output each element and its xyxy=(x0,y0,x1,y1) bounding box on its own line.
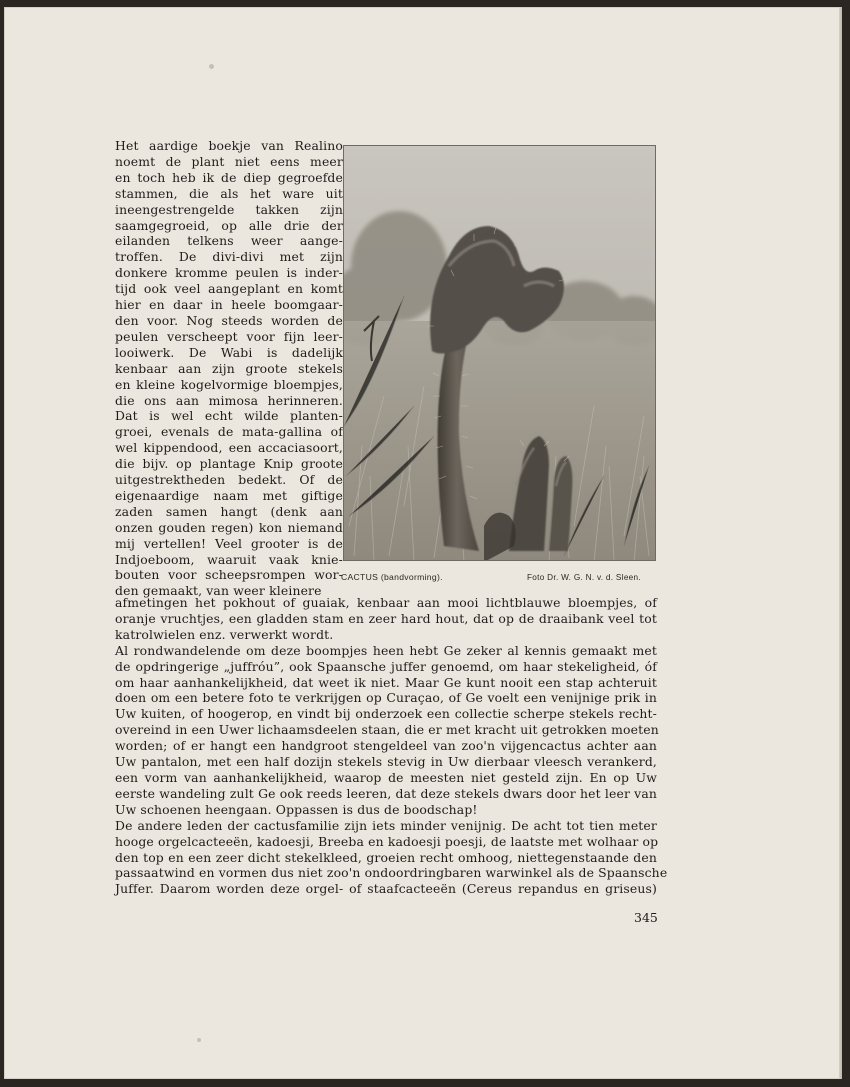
text-line: oranje vruchtjes, een gladden stam en zeer hard hout, dat op de draaibank veel tot xyxy=(115,610,657,626)
text-line: Uw kuiten, of hoogerop, en vindt bij onderzoek een collectie scherpe stekels recht- xyxy=(115,706,657,722)
text-line: kenbaar aan zijn groote stekels xyxy=(115,360,343,376)
page-speck xyxy=(209,64,214,69)
text-line: De andere leden der cactusfamilie zijn iets minder venijnig. De acht tot tien meter xyxy=(115,817,657,833)
cactus-photo xyxy=(343,145,656,561)
text-line: bouten voor scheepsrompen wor- xyxy=(115,567,343,583)
text-line: saamgegroeid, op alle drie der xyxy=(115,217,343,233)
text-line: katrolwielen enz. verwerkt wordt. xyxy=(115,626,334,642)
text-line: Uw schoenen heengaan. Oppassen is dus de boodschap! xyxy=(115,801,478,817)
text-line: wel kippendood, een accaciasoort, xyxy=(115,440,343,456)
text-line: doen om een betere foto te verkrijgen op Curaçao, of Ge voelt een venijnige prik in xyxy=(115,690,657,706)
text-line: ineengestrengelde takken zijn xyxy=(115,201,343,217)
text-line: groei, evenals de mata-gallina of xyxy=(115,424,343,440)
text-line: Indjoeboom, waaruit vaak knie- xyxy=(115,551,343,567)
text-line: den gemaakt, van weer kleinere xyxy=(115,583,322,599)
text-line: om haar aanhankelijkheid, dat weet ik niet. Maar Ge kunt nooit een stap achteruit xyxy=(115,674,657,690)
text-line: donkere kromme peulen is inder- xyxy=(115,265,343,281)
text-line: tijd ook veel aangeplant en komt xyxy=(115,281,343,297)
text-line: worden; of er hangt een handgroot stengeldeel van zoo'n vijgencactus achter aan xyxy=(115,738,657,754)
page-edge xyxy=(839,7,842,1079)
left-column-text xyxy=(115,138,343,599)
text-line: passaatwind en vormen dus niet zoo'n ondoordringbaren warwinkel als de Spaansche xyxy=(115,865,668,881)
photo-caption-left: CACTUS (bandvorming). xyxy=(341,572,443,582)
text-line: hier en daar in heele boomgaar- xyxy=(115,297,343,313)
text-line: stammen, die als het ware uit xyxy=(115,185,343,201)
text-line: afmetingen het pokhout of guaiak, kenbaar aan mooi lichtblauwe bloempjes, of xyxy=(115,595,657,610)
text-line: uitgestrektheden bedekt. Of de xyxy=(115,472,343,488)
text-line: overeind in een Uwer lichaamsdeelen staan, die er met kracht uit getrokken moeten xyxy=(115,722,659,738)
text-line: en kleine kogelvormige bloempjes, xyxy=(115,376,343,392)
page-number: 345 xyxy=(634,910,658,925)
text-line: een vorm van aanhankelijkheid, waarop de meesten niet gesteld zijn. En op Uw xyxy=(115,769,657,785)
text-line: noemt de plant niet eens meer xyxy=(115,153,343,169)
text-line: eerste wandeling zult Ge ook reeds leeren, dat deze stekels dwars door het leer van xyxy=(115,785,657,801)
text-line: onzen gouden regen) kon niemand xyxy=(115,519,343,535)
text-line: eigenaardige naam met giftige xyxy=(115,487,343,503)
text-line: Juffer. Daarom worden deze orgel- of staafcacteeën (Cereus repandus en griseus) xyxy=(115,881,657,897)
text-line: Uw pantalon, met een half dozijn stekels stevig in Uw dierbaar vleesch verankerd, xyxy=(115,754,657,770)
text-line: eilanden telkens weer aange- xyxy=(115,233,343,249)
text-line: zaden samen hangt (denk aan xyxy=(115,503,343,519)
text-line: en toch heb ik de diep gegroefde xyxy=(115,169,343,185)
text-line: mij vertellen! Veel grooter is de xyxy=(115,535,343,551)
text-line: den top en een zeer dicht stekelkleed, groeien recht omhoog, niettegenstaande den xyxy=(115,849,657,865)
text-line: looiwerk. De Wabi is dadelijk xyxy=(115,344,343,360)
cactus-photo-illustration xyxy=(344,146,656,561)
full-width-text xyxy=(115,595,668,897)
page-speck xyxy=(197,1038,201,1042)
text-line: Dat is wel echt wilde planten- xyxy=(115,408,343,424)
text-line: die ons aan mimosa herinneren. xyxy=(115,392,343,408)
text-line: troffen. De divi-divi met zijn xyxy=(115,249,343,265)
text-line: Al rondwandelende om deze boompjes heen hebt Ge zeker al kennis gemaakt met xyxy=(115,642,657,658)
photo-credit: Foto Dr. W. G. N. v. d. Sleen. xyxy=(527,573,641,582)
text-line: hooge orgelcacteeën, kadoesji, Breeba en kadoesji poesji, de laatste met wolhaar op xyxy=(115,833,659,849)
text-line: de opdringerige „juffróu”, ook Spaansche juffer genoemd, om haar stekeligheid, óf xyxy=(115,658,657,674)
text-line: peulen verscheept voor fijn leer- xyxy=(115,328,343,344)
text-line: Het aardige boekje van Realino xyxy=(115,138,343,153)
text-line: den voor. Nog steeds worden de xyxy=(115,312,343,328)
text-line: die bijv. op plantage Knip groote xyxy=(115,456,343,472)
